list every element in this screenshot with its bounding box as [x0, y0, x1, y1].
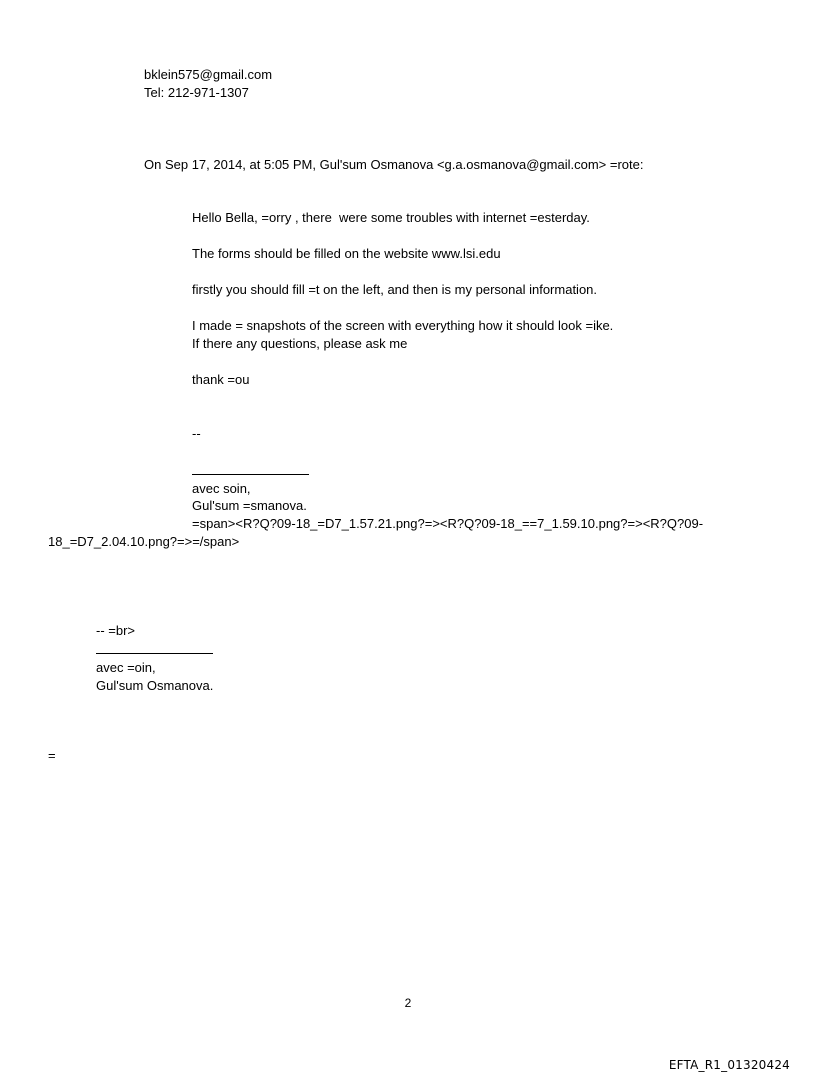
quoted-paragraph-snapshots: I made = snapshots of the screen with everything how it should look =ike.: [192, 318, 614, 333]
quoted-attachments-line-continued: 18_=D7_2.04.10.png?=>=/span>: [48, 534, 240, 549]
quoted-signature-rule: [192, 474, 309, 475]
quoted-paragraph-greeting: Hello Bella, =orry , there were some troubles with internet =esterday.: [192, 210, 590, 225]
trailing-character: =: [48, 748, 56, 763]
bates-number: EFTA_R1_01320424: [668, 1058, 790, 1072]
quoted-paragraph-instructions: firstly you should fill =t on the left, and then is my personal information.: [192, 282, 598, 297]
outer-signature-rule: [96, 653, 213, 654]
quoted-signature-closing: avec soin,: [192, 481, 251, 496]
sender-phone: Tel: 212-971-1307: [144, 85, 249, 100]
outer-signature-name: Gul'sum Osmanova.: [96, 678, 214, 693]
quoted-signature-dashes: --: [192, 426, 201, 441]
sender-email: bklein575@gmail.com: [144, 67, 273, 82]
page-number: 2: [404, 996, 412, 1010]
quoted-paragraph-thanks: thank =ou: [192, 372, 250, 387]
quoted-attachments-line: =span><R?Q?09-18_=D7_1.57.21.png?=><R?Q?09-18_==7_1.59.10.png?=><R?Q?09-: [192, 516, 704, 531]
quoted-paragraph-questions: If there any questions, please ask me: [192, 336, 408, 351]
quote-attribution: On Sep 17, 2014, at 5:05 PM, Gul'sum Osmanova <g.a.osmanova@gmail.com> =rote:: [144, 157, 644, 172]
outer-signature-closing: avec =oin,: [96, 660, 156, 675]
outer-signature-dashes: -- =br>: [96, 623, 136, 638]
quoted-paragraph-forms: The forms should be filled on the website www.lsi.edu: [192, 246, 501, 261]
quoted-signature-name: Gul'sum =smanova.: [192, 498, 307, 513]
